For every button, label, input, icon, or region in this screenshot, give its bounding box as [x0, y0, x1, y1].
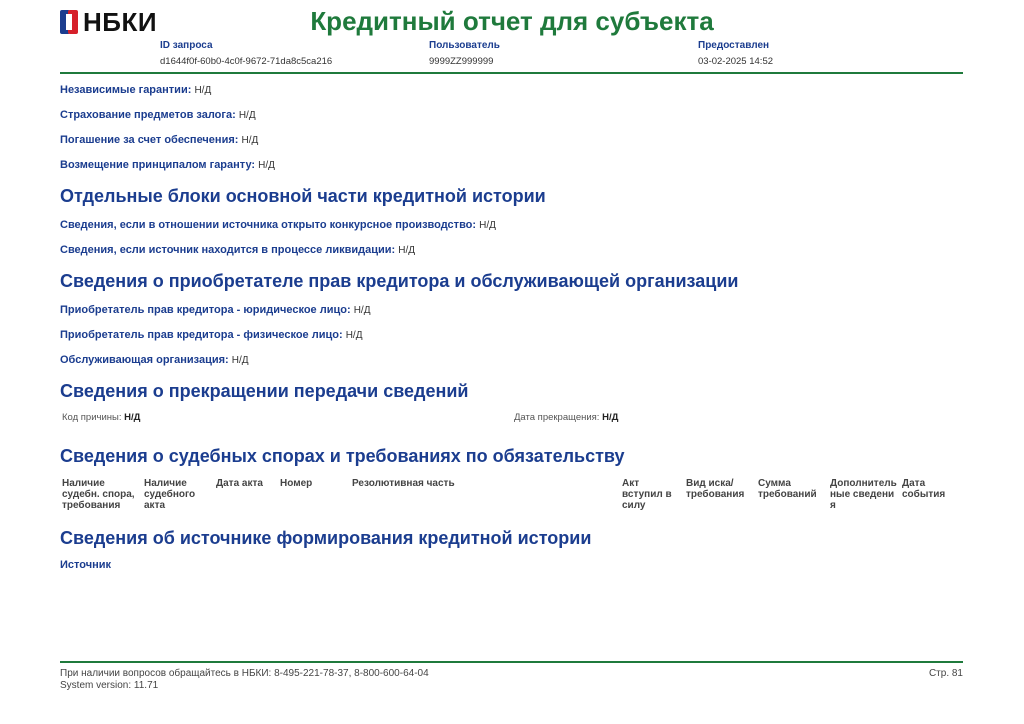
header-divider — [60, 72, 963, 74]
field-acquirer-individual — [60, 329, 362, 341]
field-independent-guarantees — [60, 84, 211, 96]
field-value: Н/Д — [241, 135, 259, 146]
meta-label: ID запроса — [160, 40, 213, 51]
field-label: Страхование предметов залога: — [60, 109, 236, 121]
field-bankruptcy — [60, 219, 496, 231]
field-label: Независимые гарантии: — [60, 84, 192, 96]
section-title-blocks: Отдельные блоки основной части кредитной истории — [60, 186, 546, 206]
meta-user — [429, 40, 500, 67]
meta-provided — [698, 40, 773, 67]
col-header: Дата события — [902, 478, 946, 500]
field-value: Н/Д — [194, 85, 212, 96]
meta-value: 03-02-2025 14:52 — [698, 56, 774, 67]
section-title-termination: Сведения о прекращении передачи сведений — [60, 381, 469, 401]
field-value: Н/Д — [231, 355, 249, 366]
field-label: Сведения, если в отношении источника открыто конкурсное производство: — [60, 219, 477, 231]
field-collateral-insurance — [60, 109, 256, 121]
reason-label: Код причины: — [62, 412, 122, 423]
footer-version: System version: 11.71 — [60, 680, 159, 691]
field-label: Сведения, если источник находится в процессе ликвидации: — [60, 244, 396, 256]
col-header: Дата акта — [216, 478, 263, 489]
col-header: Резолютивная часть — [352, 478, 455, 489]
logo-text: НБКИ — [83, 6, 158, 37]
section-title-acquirer: Сведения о приобретателе прав кредитора и обслуживающей организации — [60, 271, 739, 291]
date-value: Н/Д — [602, 412, 619, 423]
field-label: Приобретатель прав кредитора - физическое лицо: — [60, 329, 343, 341]
field-label: Погашение за счет обеспечения: — [60, 134, 239, 146]
field-value: Н/Д — [353, 305, 371, 316]
footer-divider — [60, 661, 963, 663]
footer-contact: При наличии вопросов обращайтесь в НБКИ: 8-495-221-78-37, 8-800-600-64-04 — [60, 668, 429, 679]
field-value: Н/Д — [238, 110, 256, 121]
field-repayment-by-collateral — [60, 134, 258, 146]
col-header: Номер — [280, 478, 313, 489]
section-title-court: Сведения о судебных спорах и требованиях по обязательству — [60, 446, 625, 466]
page-number: Стр. 81 — [928, 668, 963, 679]
meta-label: Пользователь — [429, 40, 500, 51]
field-label: Возмещение принципалом гаранту: — [60, 159, 256, 171]
meta-label: Предоставлен — [698, 40, 770, 51]
meta-value: d1644f0f-60b0-4c0f-9672-71da8c5ca216 — [160, 56, 333, 67]
date-label: Дата прекращения: — [514, 412, 600, 423]
col-header: Вид иска/ требования — [686, 478, 745, 500]
field-value: Н/Д — [398, 245, 416, 256]
col-header: Дополнительные сведения — [830, 478, 897, 511]
field-servicing-org — [60, 354, 249, 366]
field-acquirer-legal — [60, 304, 370, 316]
field-principal-reimbursement — [60, 159, 275, 171]
meta-value: 9999ZZ999999 — [429, 56, 494, 67]
section-title-source: Сведения об источнике формирования кредитной истории — [60, 528, 592, 548]
field-label: Приобретатель прав кредитора - юридическое лицо: — [60, 304, 351, 316]
field-liquidation — [60, 244, 415, 256]
page-title: Кредитный отчет для субъекта — [310, 6, 714, 36]
field-value: Н/Д — [258, 160, 275, 171]
source-field — [60, 559, 111, 571]
col-header: Наличие судебного акта — [144, 478, 196, 511]
source-label: Источник — [60, 559, 112, 571]
field-label: Обслуживающая организация: — [60, 354, 229, 366]
termination-reason — [62, 412, 140, 423]
col-header: Акт вступил в силу — [622, 478, 672, 511]
field-value: Н/Д — [479, 220, 496, 231]
field-value: Н/Д — [345, 330, 363, 341]
col-header: Наличие судебн. спора, требования — [62, 478, 135, 511]
termination-date — [514, 412, 618, 423]
reason-value: Н/Д — [124, 412, 141, 423]
col-header: Сумма требований — [758, 478, 817, 500]
meta-request-id — [160, 40, 332, 67]
